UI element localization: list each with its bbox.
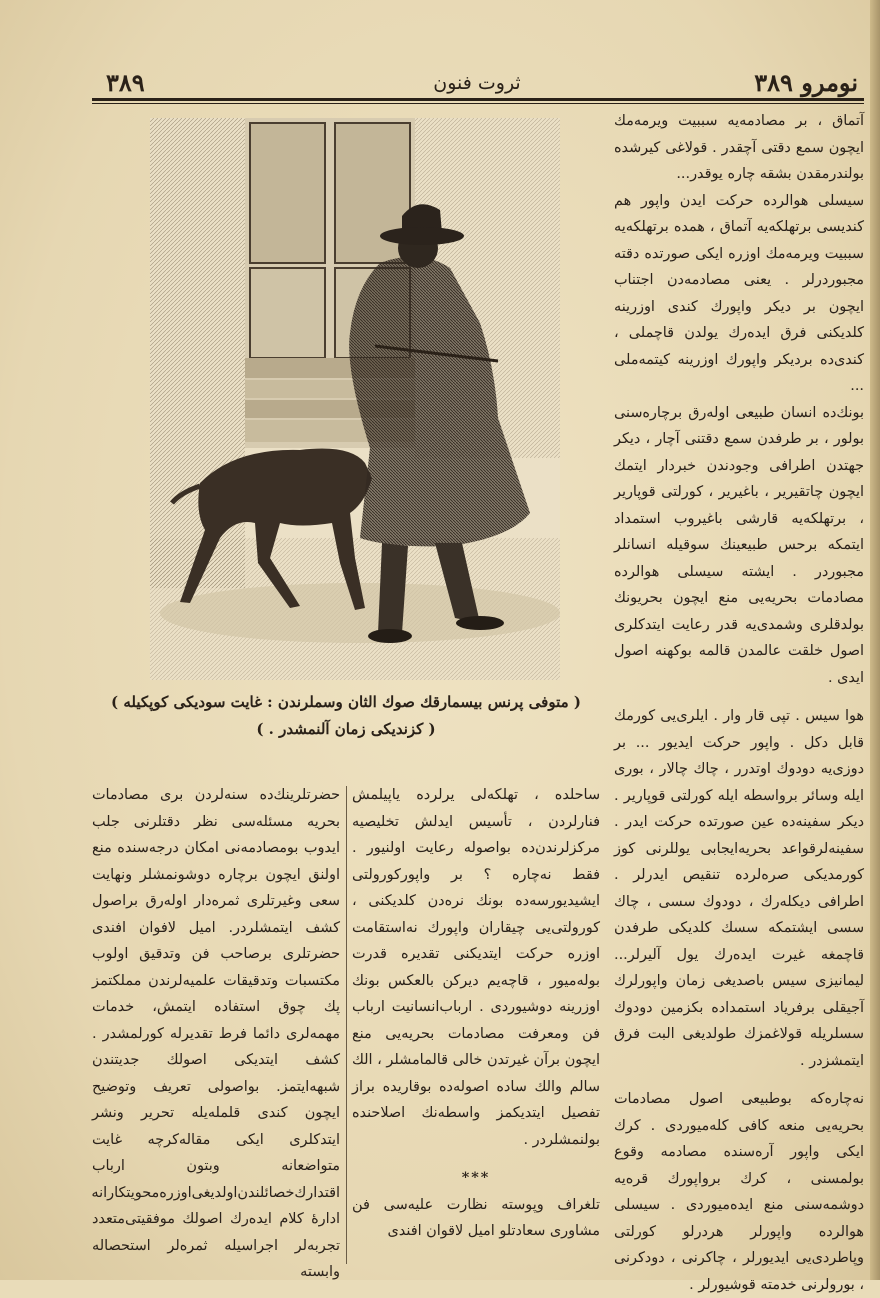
paragraph: ساحلده ، تهلكه‌لی يرلرده ياپيلمش فنارلردن ، تأسيس ايدلش تخليصيه مركزلرندن‌ده بواصوله رعايت اولنيور . فقط نه‌چاره ؟ بر واپوركورولتی ايشيديورسه‌ده بونك نره‌دن كلديكنی ، كورولتی‌يی چيقاران واپورك نه‌استقامت اوزره حركت ايتديكنی تقديره قدرت بوله‌ميور ، قاچه‌يم ديركن بالعكس بونك اوزرينه دوشيوردی . ارباب‌انسانيت ارباب فن ومعرفت مصادمات بحريه‌يی منع ايچون برآن غيرتدن خالی قالمامشلر ، الك سالم والك ساده اصوله‌ده بوقاريده براز تفصيل ايتديكمز واسطه‌نك اصلاحنده بولنمشلردر . xyxy=(352,787,600,1148)
middle-text-column xyxy=(352,782,600,1245)
paragraph: آتماق ، بر مصادمه‌يه سببيت ويرمه‌مك ايچون سمع دقتی آچقدر . قولاغی كيرشده بولندرمقدن بشقه چاره يوقدر... xyxy=(614,113,864,182)
page-header xyxy=(92,66,862,100)
page-edge xyxy=(870,0,880,1280)
paragraph: هوا سيس . تپی قار وار . ايلری‌يی كورمك قابل دكل . واپور حركت ايديور ... بر دوزی‌يه دودوك اوتدرر ، چاك چالار ، بوری ايله وسائر برواسطه ايله كورلتی قوپارير . ديكر سفينه‌ده عين صورتده حركت ايدر . سفينه‌لرقواعد بحريه‌ايجابی يوللرنی كوز كورمدیكی صره‌لرده تنقيص ايدرلر . اطرافی ديكله‌رك ، دودوك سسی ، چاك سسی ايشتمكه سسك كلديكی طرفدن قاچمغه غيرت ايده‌رك يول آليرلر... ليمانيزی سيس باصديغی زمان واپورلرك آجيقلی برفرياد استمداده بكزمين دودوك سسلريله قولاغمزك طولديغی البت فرق ايتمشزدر . xyxy=(614,708,864,1069)
man-with-dog-engraving xyxy=(150,118,560,680)
page-number: ٣٨٩ xyxy=(106,68,145,97)
header-rule xyxy=(92,98,864,101)
author-attribution: تلغراف وپوسته نظارت عليه‌سی فن مشاوری سعادتلو اميل لاقوان افندی xyxy=(352,1196,600,1239)
figure-caption-line1: ( متوفی پرنس بيسمارقك صوك الثان وسملرندن : غايت سوديكی كوپكيله ) xyxy=(111,693,581,711)
engraving-illustration xyxy=(150,118,560,680)
journal-title: ثروت فنون xyxy=(433,72,521,94)
paragraph: نه‌چاره‌كه بوطبيعی اصول مصادمات بحريه‌يی منعه كافی كله‌ميوردی . كرك ايكی واپور آره‌سنده مصادمه وقوع بولمسنی ، كرك برواپورك قره‌يه دوشمه‌سنی منع ايده‌ميوردی . سيسلی هوالرده واپورلر هردرلو كورلتی وپاطردی‌يی ايديورلر ، چاكرنی ، دودكرنی ، بورولرنی خدمته قوشيورلر . xyxy=(614,1091,864,1293)
paragraph: سيسلی هوالرده حركت ايدن واپور هم كنديسی برتهلكه‌يه آتماق ، همده برتهلكه‌يه سببيت ويرمه‌مك اوزره ايكی صورتده دقته مجبوردرلر . يعنی مصادمه‌دن اجتناب ايچون بر ديكر واپورك كندی اوزرينه كلديكنی فرق ايده‌رك يولدن قاچملی ، كندی‌ده برديكر واپورك اوزرينه كيتمه‌ملی ... xyxy=(614,192,864,394)
right-text-column xyxy=(614,108,864,1298)
paragraph: بونك‌ده انسان طبيعی اوله‌رق برچاره‌سنی بولور ، بر طرفدن سمع دقتنی آچار ، ديكر جهتدن اطرافی وجودندن خبردار ايتمك ايچون چاتقيرير ، باغيرير ، كورلتی قوپارير ، برتهلكه‌يه قارشی باغيروب استمداد ايتمكه برحس طبيعينك سوقيله انسانلر مجبوردر . ايشته سيسلی هوالرده مصادمات بحريه‌يی منع ايچون بحريونك بولدقلری وشمدی‌يه قدر رعايت ايتدكلری اصول خلقت عالمدن قالمه بوكهنه اصول ايدی . xyxy=(614,404,864,686)
header-rule-thin xyxy=(92,103,864,104)
section-separator-stars: *** xyxy=(461,1169,491,1186)
left-text-column xyxy=(92,782,340,1286)
paragraph: حضرتلرينك‌ده سنه‌لردن بری مصادمات بحريه مسئله‌سی نظر دقتلرنی جلب ايدوب بومصادمه‌نی امكان درجه‌سنده منع اولنق ايچون برچاره دوشونمشلر ونهايت سعی وغيرتلری ثمره‌دار اوله‌رق براصول كشف ايتمشلردر. اميل لافوان افندی حضرتلری برصاحب فن وتدقيق اولوب مكتسبات وتدقيقات علميه‌لرندن مملكتمز پك چوق استفاده ايتمش، خدمات مهمه‌لری دائما فرط تقديرله كورلمشدر . كشف ايتديكی اصولك جديتندن شبهه‌ايتمز. بواصولی تعريف وتوضيح ايچون كندی قلمله‌يله تحرير ونشر ايتدكلری ايكی مقاله‌كرچه غايت متواضعانه وبتون ارباب اقتدارك‌خصائلندن‌اولديغی‌اوزره‌محويتكارانه ادارهٔ كلام ايده‌رك اصولك موفقيتی‌متعدد تجربه‌لر اجراسيله ثمره‌لر استحصاله وابسته xyxy=(91,787,340,1280)
figure-caption-line2: ( كزنديكی زمان آلنمشدر . ) xyxy=(256,720,436,738)
column-divider xyxy=(346,786,347,1264)
issue-number: نومرو ٣٨٩ xyxy=(754,68,858,97)
